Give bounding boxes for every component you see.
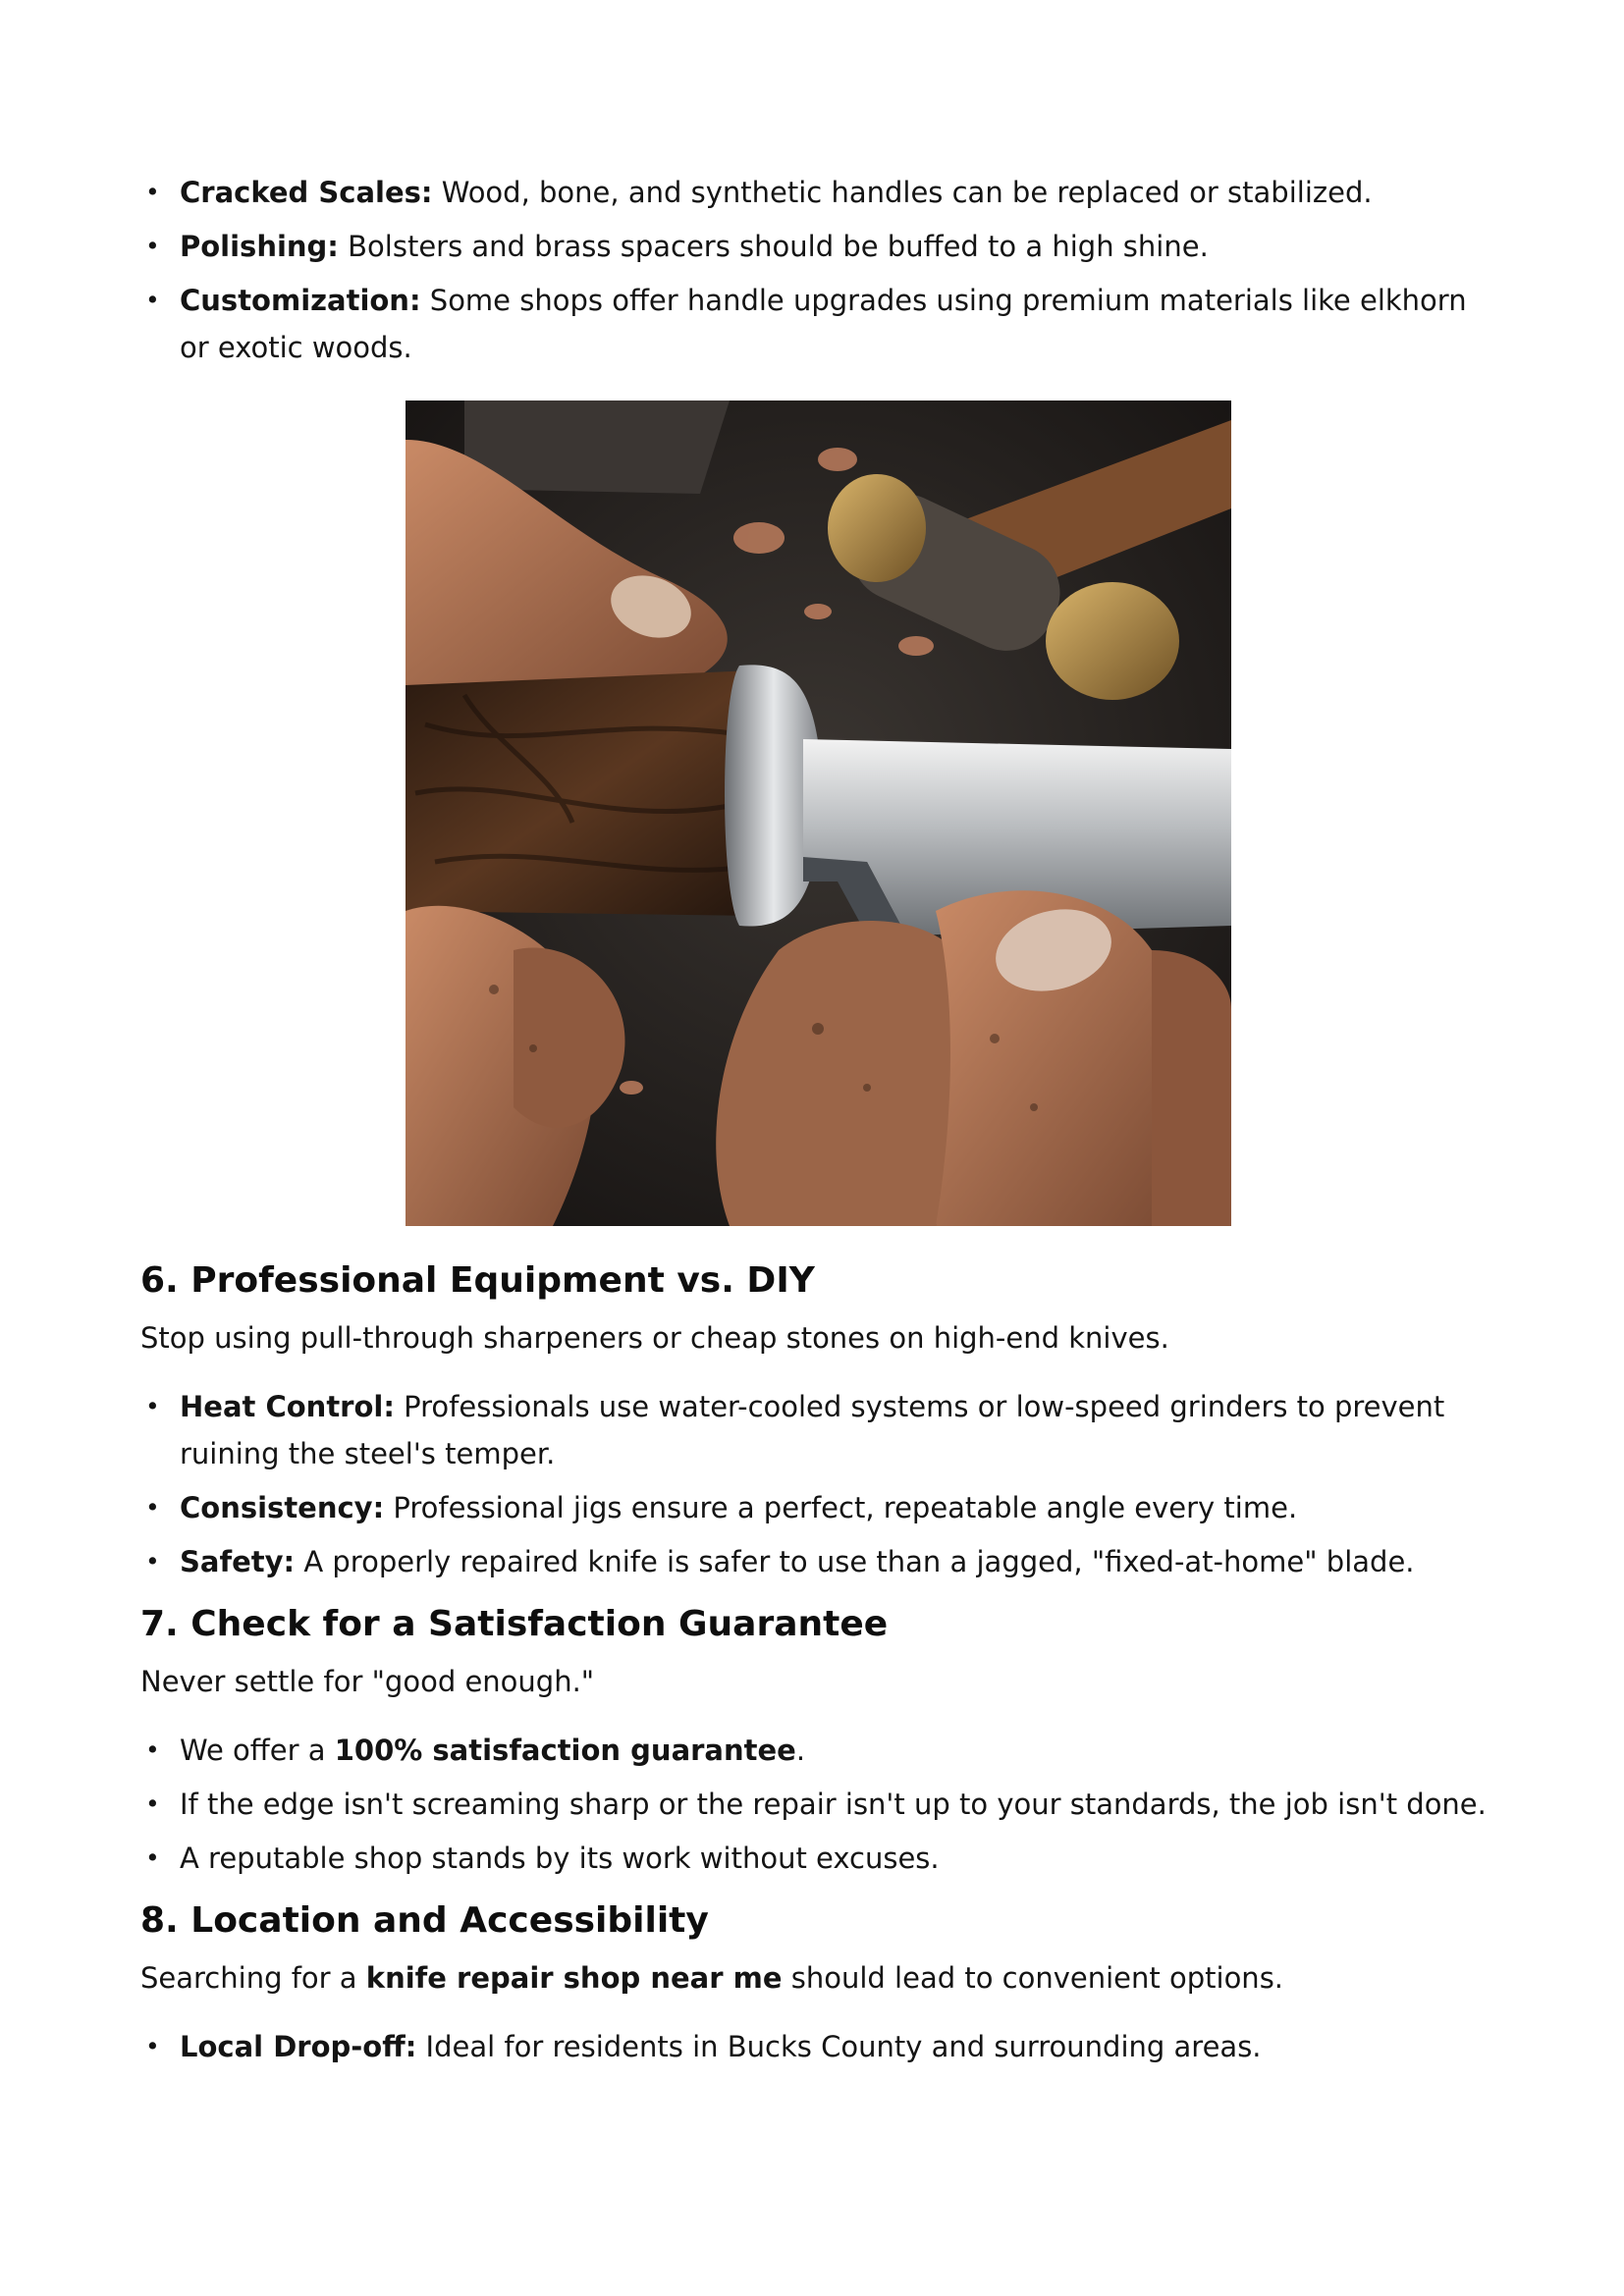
equipment-list — [140, 1383, 1495, 1585]
list-item: • Consistency: Professional jigs ensure a perfect, repeatable angle every time. — [140, 1484, 1495, 1531]
list-item: • Polishing: Bolsters and brass spacers should be buffed to a high shine. — [140, 223, 1495, 270]
list-item: • We offer a 100% satisfaction guarantee. — [140, 1727, 1495, 1774]
location-list — [140, 2023, 1495, 2070]
section-satisfaction-guarantee — [140, 1601, 1495, 1882]
knife-repair-photo — [406, 400, 1231, 1226]
section-intro: Searching for a knife repair shop near me should lead to convenient options. — [140, 1961, 1284, 1995]
section-heading: 6. Professional Equipment vs. DIY — [140, 1260, 815, 1301]
list-item: • Safety: A properly repaired knife is safer to use than a jagged, "fixed-at-home" blade. — [140, 1538, 1495, 1585]
guarantee-list — [140, 1727, 1495, 1882]
list-item: • A reputable shop stands by its work without excuses. — [140, 1835, 1495, 1882]
section-professional-equipment — [140, 1257, 1495, 1585]
list-item: • Heat Control: Professionals use water-cooled systems or low-speed grinders to prevent ruining the steel's temper. — [140, 1383, 1495, 1477]
section-intro: Never settle for "good enough." — [140, 1665, 595, 1698]
list-item: • Local Drop-off: Ideal for residents in Bucks County and surrounding areas. — [140, 2023, 1495, 2070]
handle-repair-list — [140, 169, 1495, 371]
list-item: • Cracked Scales: Wood, bone, and synthetic handles can be replaced or stabilized. — [140, 169, 1495, 216]
list-item: • Customization: Some shops offer handle upgrades using premium materials like elkhorn or exotic woods. — [140, 277, 1495, 371]
section-intro: Stop using pull-through sharpeners or cheap stones on high-end knives. — [140, 1321, 1169, 1355]
list-item: • If the edge isn't screaming sharp or the repair isn't up to your standards, the job isn't done. — [140, 1781, 1495, 1828]
article-content — [140, 169, 1495, 2086]
section-location — [140, 1897, 1495, 2070]
section-heading: 8. Location and Accessibility — [140, 1900, 709, 1941]
section-heading: 7. Check for a Satisfaction Guarantee — [140, 1604, 889, 1644]
